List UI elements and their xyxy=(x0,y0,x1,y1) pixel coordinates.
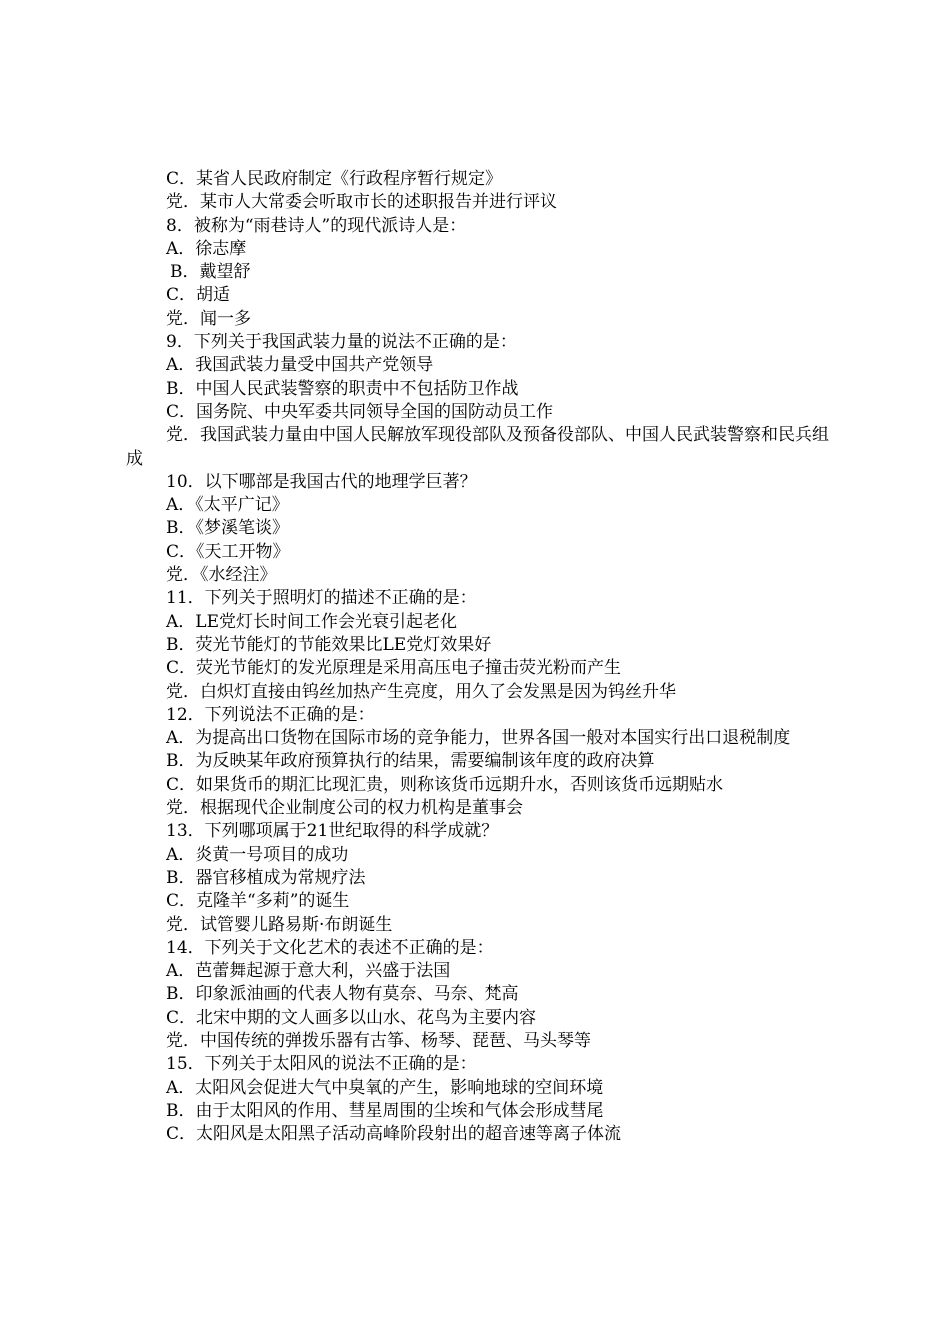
option-d-line: 党．《水经注》 xyxy=(166,565,277,586)
option-a-line: A．LE党灯长时间工作会光衰引起老化 xyxy=(166,611,457,632)
option-b-line: B．为反映某年政府预算执行的结果，需要编制该年度的政府决算 xyxy=(166,751,655,772)
question-line: 10．以下哪部是我国古代的地理学巨著？ xyxy=(166,471,477,492)
question-line: 11．下列关于照明灯的描述不正确的是： xyxy=(166,588,477,609)
option-b-line: B．中国人民武装警察的职责中不包括防卫作战 xyxy=(166,378,519,399)
option-b-line: B．由于太阳风的作用、彗星周围的尘埃和气体会形成彗尾 xyxy=(166,1100,604,1121)
option-d-line: 党．中国传统的弹拨乐器有古筝、杨琴、琵琶、马头琴等 xyxy=(166,1030,591,1051)
option-a-line: A．徐志摩 xyxy=(166,238,247,259)
option-a-line: A．太阳风会促进大气中臭氧的产生，影响地球的空间环境 xyxy=(166,1077,604,1098)
option-b-line: B．印象派油画的代表人物有莫奈、马奈、梵高 xyxy=(166,984,519,1005)
option-c-line: C．《天工开物》 xyxy=(166,541,290,562)
question-line: 9．下列关于我国武装力量的说法不正确的是： xyxy=(166,332,517,353)
option-d-line: 党．闻一多 xyxy=(166,308,251,329)
question-line: 14．下列关于文化艺术的表述不正确的是： xyxy=(166,937,494,958)
option-a-line: A．我国武装力量受中国共产党领导 xyxy=(166,355,434,376)
option-d-line: 党．试管婴儿路易斯·布朗诞生 xyxy=(166,914,393,935)
option-c-line: C．某省人民政府制定《行政程序暂行规定》 xyxy=(166,169,503,189)
option-c-line: C．北宋中期的文人画多以山水、花鸟为主要内容 xyxy=(166,1007,537,1028)
option-b-line: B．荧光节能灯的节能效果比LE党灯效果好 xyxy=(166,634,492,655)
document-body xyxy=(126,168,834,1146)
option-d-line: 党．根据现代企业制度公司的权力机构是董事会 xyxy=(166,798,523,819)
option-c-line: C．克隆羊“多莉”的诞生 xyxy=(166,891,350,912)
option-d-line: 党．某市人大常委会听取市长的述职报告并进行评议 xyxy=(166,192,557,213)
option-b-line: B．器官移植成为常规疗法 xyxy=(166,867,366,888)
option-c-line: C．国务院、中央军委共同领导全国的国防动员工作 xyxy=(166,401,554,422)
question-line: 12．下列说法不正确的是： xyxy=(166,704,375,725)
option-c-line: C．荧光节能灯的发光原理是采用高压电子撞击荧光粉而产生 xyxy=(166,658,622,679)
option-d-line: 党．我国武装力量由中国人民解放军现役部队及预备役部队、中国人民武装警察和民兵组成 xyxy=(126,425,829,469)
option-d-line: 党．白炽灯直接由钨丝加热产生亮度，用久了会发黑是因为钨丝升华 xyxy=(166,681,676,702)
option-a-line: A．炎黄一号项目的成功 xyxy=(166,844,349,865)
option-c-line: C．胡适 xyxy=(166,285,231,306)
question-line: 8．被称为“雨巷诗人”的现代派诗人是： xyxy=(166,215,467,236)
question-line: 13．下列哪项属于21世纪取得的科学成就？ xyxy=(166,821,499,842)
option-c-line: C．太阳风是太阳黑子活动高峰阶段射出的超音速等离子体流 xyxy=(166,1124,622,1145)
option-a-line: A．为提高出口货物在国际市场的竞争能力，世界各国一般对本国实行出口退税制度 xyxy=(166,728,791,749)
option-a-line: A．《太平广记》 xyxy=(166,495,289,516)
question-line: 15．下列关于太阳风的说法不正确的是： xyxy=(166,1054,477,1075)
option-a-line: A．芭蕾舞起源于意大利，兴盛于法国 xyxy=(166,961,451,982)
option-c-line: C．如果货币的期汇比现汇贵，则称该货币远期升水，否则该货币远期贴水 xyxy=(166,774,724,795)
option-b-line: B．《梦溪笔谈》 xyxy=(166,518,289,539)
option-b-line: B．戴望舒 xyxy=(170,262,251,283)
